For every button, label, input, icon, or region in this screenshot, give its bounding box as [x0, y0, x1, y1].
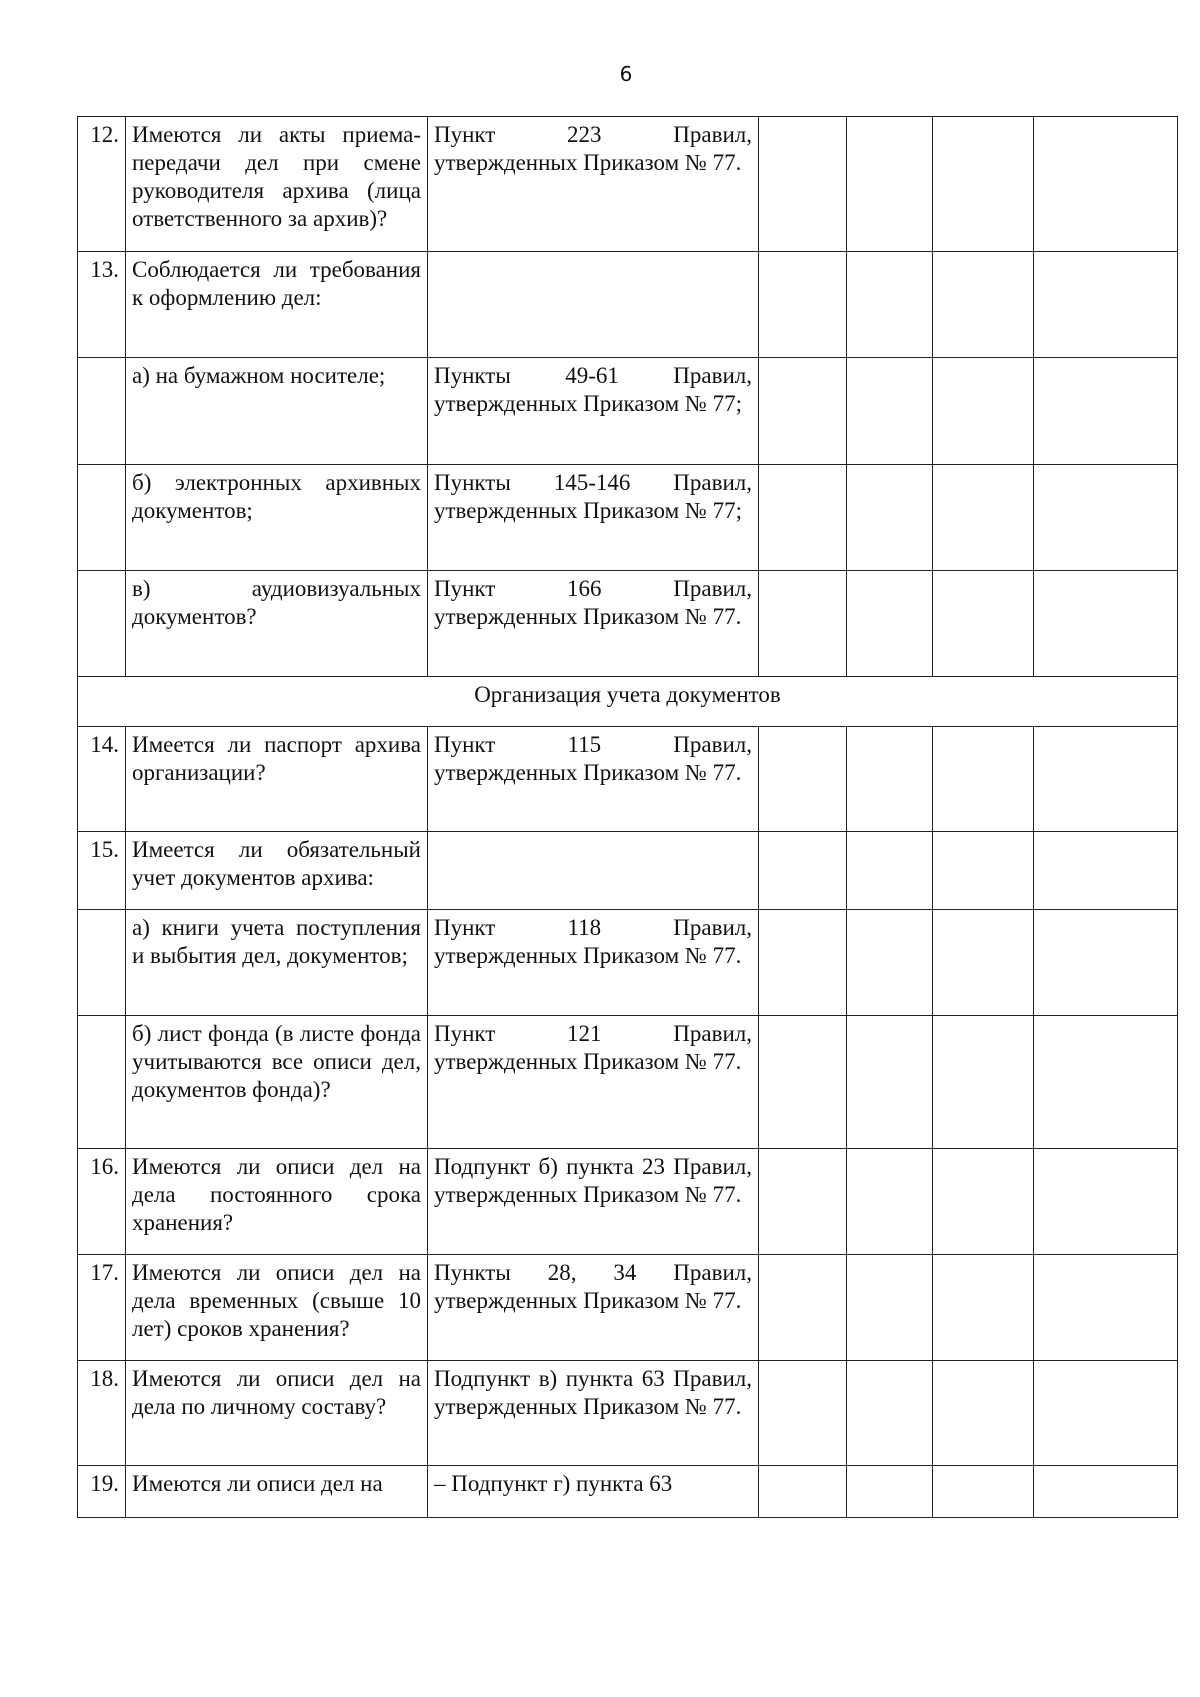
answer-cell-yes [759, 358, 847, 465]
answer-cell-no [847, 117, 933, 252]
answer-cell-na [933, 252, 1034, 358]
table-row [78, 1016, 1178, 1149]
table-row [78, 117, 1178, 252]
table-row [78, 727, 1178, 832]
answer-cell-na [933, 910, 1034, 1016]
row-number: 12. [78, 117, 126, 252]
answer-cell-yes [759, 727, 847, 832]
row-number: 16. [78, 1149, 126, 1255]
answer-cell-no [847, 727, 933, 832]
answer-cell-yes [759, 910, 847, 1016]
question-cell: б) электронных архивных документов; [126, 465, 428, 571]
answer-cell-no [847, 1466, 933, 1518]
row-number: 17. [78, 1255, 126, 1361]
row-number: 19. [78, 1466, 126, 1518]
question-cell: а) книги учета поступления и выбытия дел, документов; [126, 910, 428, 1016]
answer-cell-na [933, 832, 1034, 910]
answer-cell-no [847, 1149, 933, 1255]
reference-cell: Пункты 28, 34 Правил, утвержденных Приказом № 77. [428, 1255, 759, 1361]
section-title: Организация учета документов [78, 677, 1178, 727]
notes-cell [1034, 117, 1178, 252]
table-row [78, 910, 1178, 1016]
table-row [78, 252, 1178, 358]
question-cell: Имеется ли паспорт архива организации? [126, 727, 428, 832]
question-cell: Имеются ли описи дел на дела постоянного срока хранения? [126, 1149, 428, 1255]
answer-cell-no [847, 358, 933, 465]
table-row [78, 832, 1178, 910]
row-number [78, 1016, 126, 1149]
answer-cell-no [847, 1255, 933, 1361]
notes-cell [1034, 252, 1178, 358]
question-cell: б) лист фонда (в листе фонда учитываются все описи дел, документов фонда)? [126, 1016, 428, 1149]
reference-cell [428, 832, 759, 910]
reference-cell: Пункт 121 Правил, утвержденных Приказом № 77. [428, 1016, 759, 1149]
row-number [78, 358, 126, 465]
question-cell: Имеется ли обязательный учет документов архива: [126, 832, 428, 910]
reference-cell: Пункт 118 Правил, утвержденных Приказом № 77. [428, 910, 759, 1016]
answer-cell-na [933, 358, 1034, 465]
answer-cell-na [933, 727, 1034, 832]
answer-cell-yes [759, 1361, 847, 1466]
reference-cell: – Подпункт г) пункта 63 [428, 1466, 759, 1518]
answer-cell-yes [759, 571, 847, 677]
answer-cell-yes [759, 1466, 847, 1518]
reference-cell: Пункт 166 Правил, утвержденных Приказом № 77. [428, 571, 759, 677]
answer-cell-yes [759, 1149, 847, 1255]
question-cell: Имеются ли описи дел на дела по личному составу? [126, 1361, 428, 1466]
answer-cell-yes [759, 465, 847, 571]
notes-cell [1034, 910, 1178, 1016]
answer-cell-na [933, 1361, 1034, 1466]
answer-cell-na [933, 571, 1034, 677]
answer-cell-no [847, 910, 933, 1016]
question-cell: Соблюдается ли требования к оформлению дел: [126, 252, 428, 358]
answer-cell-na [933, 117, 1034, 252]
table-row [78, 1149, 1178, 1255]
reference-cell [428, 252, 759, 358]
notes-cell [1034, 1255, 1178, 1361]
answer-cell-yes [759, 1255, 847, 1361]
answer-cell-na [933, 1016, 1034, 1149]
row-number: 18. [78, 1361, 126, 1466]
reference-cell: Подпункт в) пункта 63 Правил, утвержденных Приказом № 77. [428, 1361, 759, 1466]
answer-cell-yes [759, 252, 847, 358]
answer-cell-na [933, 1149, 1034, 1255]
section-header-row [78, 677, 1178, 727]
answer-cell-na [933, 1255, 1034, 1361]
page-number: 6 [619, 62, 633, 86]
question-cell: Имеются ли акты приема-передачи дел при смене руководителя архива (лица ответственного за архив)? [126, 117, 428, 252]
answer-cell-no [847, 832, 933, 910]
notes-cell [1034, 1466, 1178, 1518]
question-cell: Имеются ли описи дел на [126, 1466, 428, 1518]
row-number [78, 571, 126, 677]
table-row [78, 1466, 1178, 1518]
answer-cell-na [933, 1466, 1034, 1518]
notes-cell [1034, 1016, 1178, 1149]
notes-cell [1034, 1361, 1178, 1466]
answer-cell-no [847, 252, 933, 358]
question-cell: Имеются ли описи дел на дела временных (свыше 10 лет) сроков хранения? [126, 1255, 428, 1361]
answer-cell-na [933, 465, 1034, 571]
notes-cell [1034, 727, 1178, 832]
answer-cell-yes [759, 1016, 847, 1149]
answer-cell-no [847, 465, 933, 571]
answer-cell-no [847, 1016, 933, 1149]
reference-cell: Пункт 115 Правил, утвержденных Приказом № 77. [428, 727, 759, 832]
question-cell: а) на бумажном носителе; [126, 358, 428, 465]
inspection-checklist-table [77, 116, 1178, 1518]
question-cell: в) аудиовизуальных документов? [126, 571, 428, 677]
row-number: 15. [78, 832, 126, 910]
reference-cell: Пункт 223 Правил, утвержденных Приказом № 77. [428, 117, 759, 252]
table-row [78, 1361, 1178, 1466]
reference-cell: Подпункт б) пункта 23 Правил, утвержденных Приказом № 77. [428, 1149, 759, 1255]
notes-cell [1034, 571, 1178, 677]
table-row [78, 1255, 1178, 1361]
notes-cell [1034, 358, 1178, 465]
answer-cell-yes [759, 117, 847, 252]
row-number: 14. [78, 727, 126, 832]
notes-cell [1034, 465, 1178, 571]
notes-cell [1034, 1149, 1178, 1255]
answer-cell-yes [759, 832, 847, 910]
row-number [78, 910, 126, 1016]
answer-cell-no [847, 1361, 933, 1466]
table-row [78, 571, 1178, 677]
table-row [78, 465, 1178, 571]
row-number [78, 465, 126, 571]
reference-cell: Пункты 49-61 Правил, утвержденных Приказом № 77; [428, 358, 759, 465]
table-row [78, 358, 1178, 465]
answer-cell-no [847, 571, 933, 677]
notes-cell [1034, 832, 1178, 910]
row-number: 13. [78, 252, 126, 358]
reference-cell: Пункты 145-146 Правил, утвержденных Приказом № 77; [428, 465, 759, 571]
